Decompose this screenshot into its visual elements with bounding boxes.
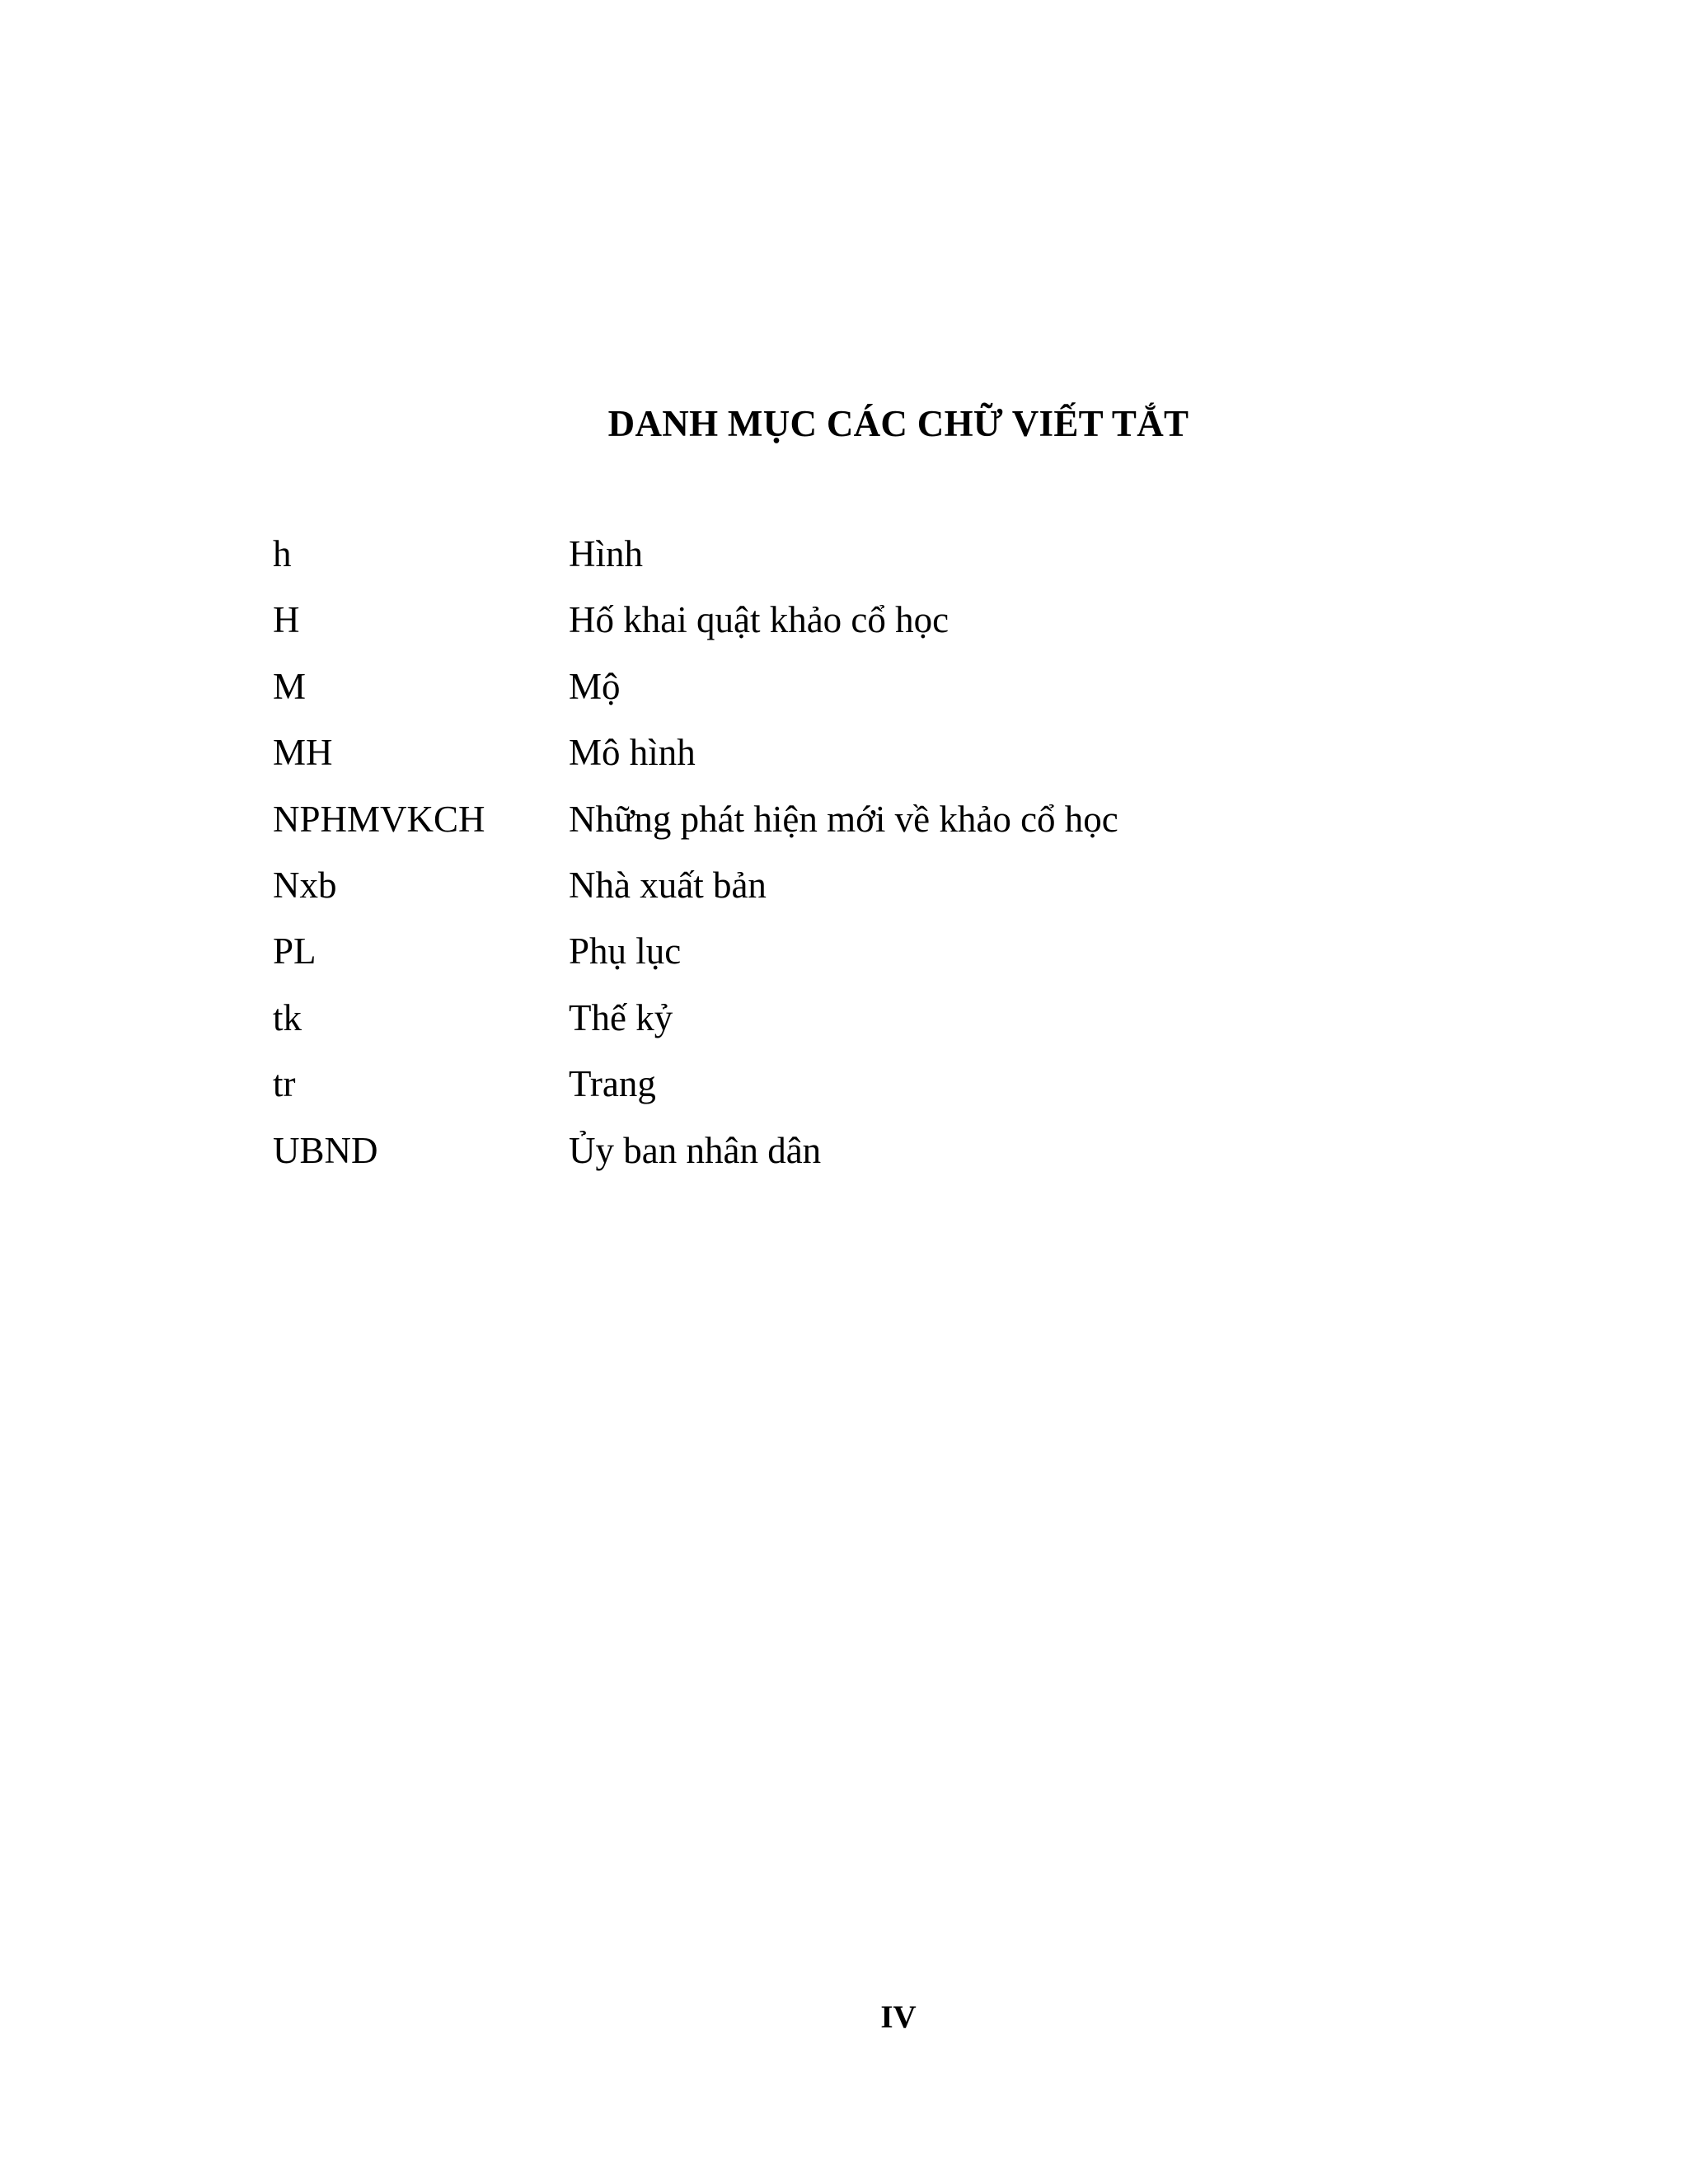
- abbreviation-row: [273, 1129, 1509, 1198]
- abbreviation-meaning: Ủy ban nhân dân: [569, 1129, 822, 1171]
- abbreviation-meaning: Hình: [569, 533, 643, 574]
- abbreviation-meaning: Hố khai quật khảo cổ học: [569, 599, 950, 641]
- abbreviation-meaning: Phụ lục: [569, 930, 682, 972]
- abbreviation-row: [273, 996, 1509, 1066]
- abbreviation-code: H: [273, 599, 300, 641]
- abbreviation-meaning: Thế kỷ: [569, 996, 673, 1038]
- abbreviation-code: M: [273, 665, 307, 707]
- page-number: IV: [880, 1999, 917, 2035]
- abbreviation-row: [273, 734, 1509, 800]
- page-title: DANH MỤC CÁC CHỮ VIẾT TẮT: [607, 403, 1189, 444]
- abbreviation-row: [273, 930, 1509, 999]
- abbreviation-row: [273, 665, 1509, 734]
- abbreviation-meaning: Những phát hiện mới về khảo cổ học: [569, 798, 1118, 840]
- abbreviation-meaning: Mô hình: [569, 732, 696, 774]
- abbreviation-code: tr: [273, 1063, 296, 1105]
- abbreviation-code: tk: [273, 996, 302, 1038]
- abbreviation-row: [273, 798, 1509, 867]
- abbreviation-meaning: Mộ: [569, 665, 621, 707]
- abbreviation-list: [273, 533, 1509, 1198]
- abbreviation-code: Nxb: [273, 864, 337, 906]
- abbreviation-code: PL: [273, 930, 316, 972]
- abbreviation-code: UBND: [273, 1129, 378, 1171]
- abbreviation-row: [273, 864, 1509, 933]
- abbreviation-code: NPHMVKCH: [273, 798, 485, 840]
- abbreviation-meaning: Trang: [569, 1063, 656, 1105]
- abbreviation-meaning: Nhà xuất bản: [569, 864, 767, 906]
- abbreviation-code: h: [273, 533, 292, 574]
- abbreviation-row: [273, 533, 1509, 602]
- abbreviation-row: [273, 599, 1509, 668]
- abbreviation-code: MH: [273, 732, 333, 774]
- abbreviation-row: [273, 1063, 1509, 1132]
